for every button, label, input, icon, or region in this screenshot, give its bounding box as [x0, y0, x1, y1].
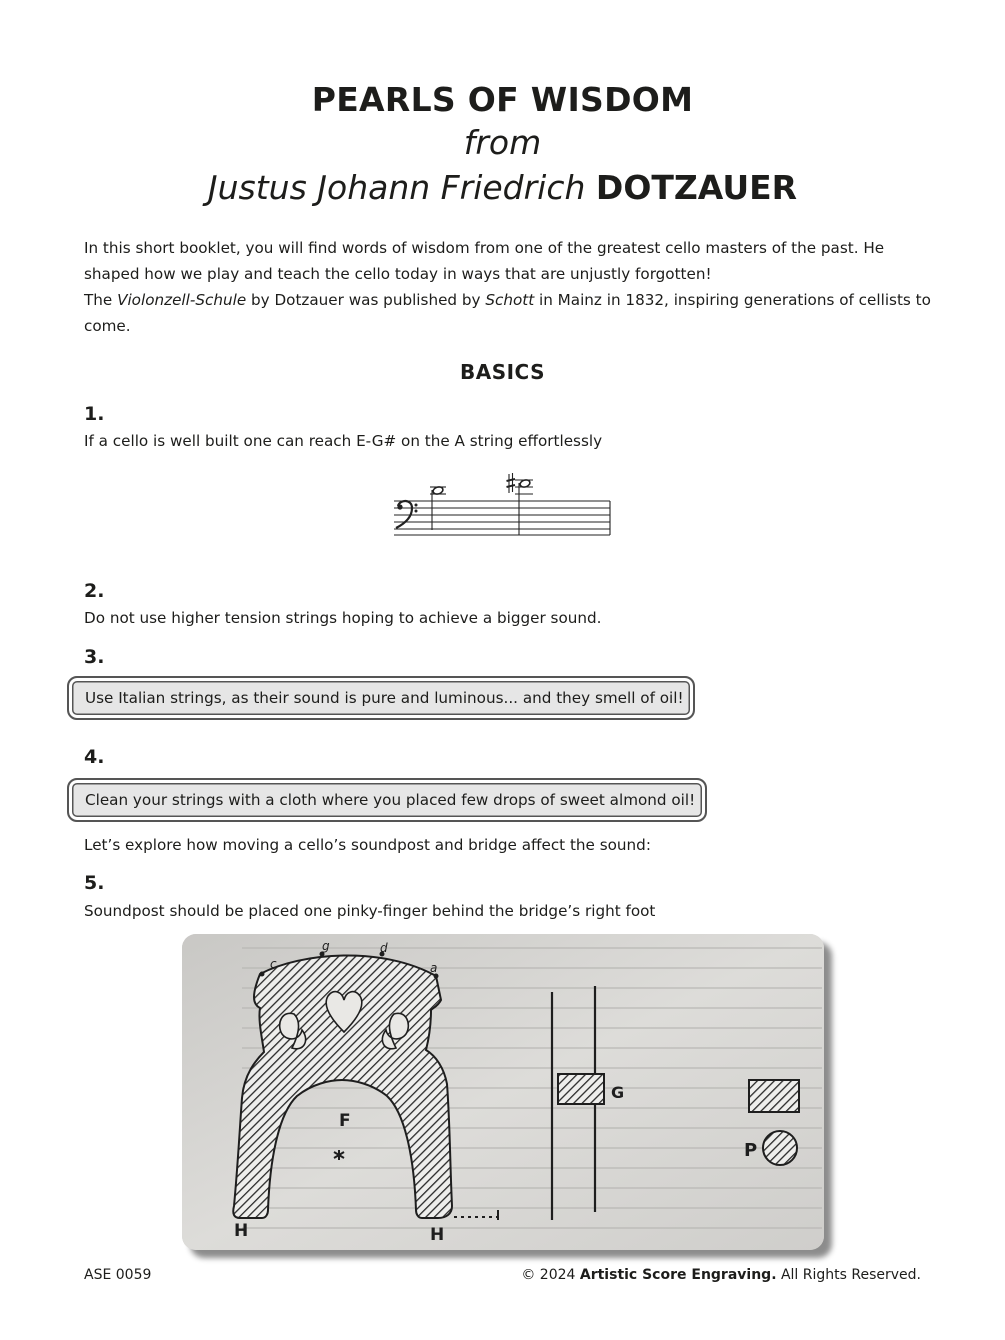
intro-paragraph-1: In this short booklet, you will find words of wisdom from one of the greatest cello masters of the past. He shaped how we play and teach the cello today in ways that are unjustly forgotten!	[84, 239, 885, 283]
publisher-name: Schott	[485, 291, 535, 309]
label-f: F	[339, 1111, 351, 1131]
author-line	[0, 166, 1005, 209]
book-title: Violonzell-Schule	[117, 291, 247, 309]
item-text-5: Soundpost should be placed one pinky-finger behind the bridge’s right foot	[84, 902, 656, 920]
title-from: from	[463, 123, 542, 162]
music-staff-example	[390, 466, 615, 541]
item-text-3: Use Italian strings, as their sound is pure and luminous... and they smell of oil!	[85, 689, 684, 707]
company-name: Artistic Score Engraving.	[579, 1267, 777, 1283]
section-heading: BASICS	[459, 360, 546, 384]
soundpost-rectangle	[558, 1074, 604, 1104]
item-text-2: Do not use higher tension strings hoping to achieve a bigger sound.	[84, 609, 602, 627]
label-d: d	[380, 941, 388, 955]
label-g: g	[322, 939, 330, 953]
label-h-left: H	[234, 1221, 249, 1241]
item-text-1: If a cello is well built one can reach E-G# on the A string effortlessly	[84, 432, 603, 450]
item-number-4: 4.	[84, 746, 105, 768]
label-p: P	[744, 1140, 758, 1161]
sharp-icon	[507, 473, 516, 493]
item-text-4: Clean your strings with a cloth where you placed few drops of sweet almond oil!	[85, 791, 696, 809]
item-number-5: 5.	[84, 872, 105, 894]
highlight-box-item-4	[67, 778, 707, 822]
item-number-3: 3.	[84, 646, 105, 668]
highlight-box-item-3	[67, 676, 695, 720]
author-first-names: Justus Johann Friedrich	[207, 168, 586, 207]
label-g-soundpost: G	[611, 1083, 625, 1102]
label-c: c	[270, 957, 277, 971]
catalog-code: ASE 0059	[84, 1267, 152, 1283]
copyright-notice: © 2024 Artistic Score Engraving. All Rights Reserved.	[521, 1267, 921, 1283]
item-number-2: 2.	[84, 580, 105, 602]
author-surname: DOTZAUER	[595, 168, 798, 207]
intro-paragraph-2: The Violonzell-Schule by Dotzauer was published by Schott in Mainz in 1832, inspiring generations of cellists to come.	[84, 291, 931, 335]
label-a: a	[430, 961, 438, 975]
page-title: PEARLS OF WISDOM	[311, 80, 694, 119]
item-number-1: 1.	[84, 403, 105, 425]
bridge-soundpost-photo	[182, 934, 824, 1250]
transition-text: Let’s explore how moving a cello’s soundpost and bridge affect the sound:	[84, 836, 651, 854]
legend-rectangle	[749, 1080, 799, 1112]
legend-circle	[763, 1131, 797, 1165]
label-h-right: H	[430, 1225, 445, 1245]
